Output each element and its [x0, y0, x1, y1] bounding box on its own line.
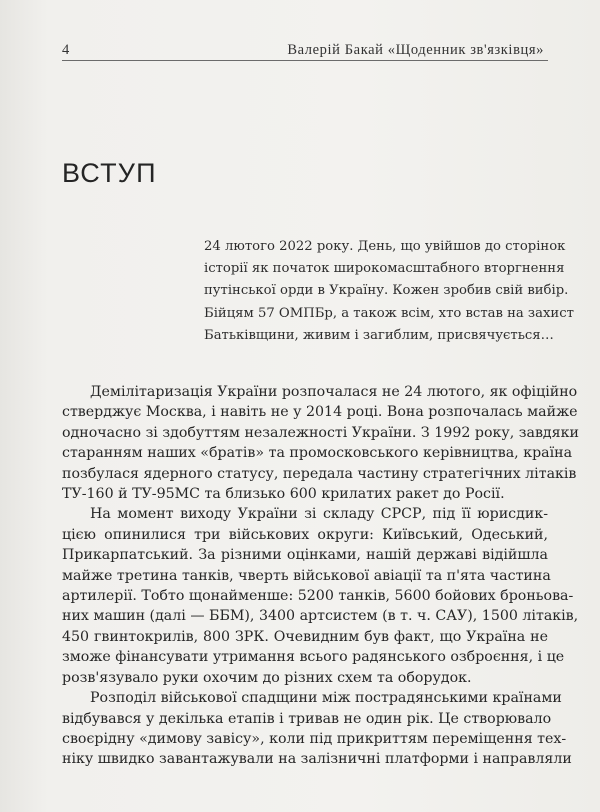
epigraph-line: Батьківщини, живим і загиблим, присвячується… — [204, 327, 554, 343]
paragraph — [62, 688, 572, 770]
epigraph-line: Бійцям 57 ОМПБр, а також всім, хто встав на захист — [204, 305, 574, 321]
epigraph — [204, 236, 574, 347]
text-line: відбувався у декілька етапів і тривав не один рік. Це створювало — [62, 710, 552, 727]
text-line: них машин (далі — ББМ), 3400 артсистем (в т. ч. САУ), 1500 літаків, — [62, 608, 579, 625]
epigraph-line: історії як початок широкомасштабного вторгнення — [204, 261, 565, 277]
text-line: артилерії. Тобто щонайменше: 5200 танків, 5600 бойових броньова- — [62, 588, 574, 605]
text-line: старанням наших «братів» та промосковського керівництва, країна — [62, 445, 573, 462]
body-text — [62, 382, 579, 770]
text-line: Розподіл військової спадщини між пострадянськими країнами — [90, 690, 562, 707]
text-line: майже третина танків, чверть військової авіації та п'ята частина — [62, 567, 551, 584]
text-line: На момент виходу України зі складу СРСР, під її юрисдик- — [90, 506, 548, 523]
running-head: Валерій Бакай «Щоденник зв'язківця» — [287, 42, 544, 58]
epigraph-line: путінської орди в Україну. Кожен зробив свій вибір. — [204, 283, 569, 299]
text-line: розв'язувало руки охочим до різних схем та оборудок. — [62, 669, 472, 686]
text-line: своєрідну «димову завісу», коли під прикриттям переміщення тех- — [62, 730, 567, 747]
page-number: 4 — [62, 42, 70, 58]
text-line: зможе фінансувати утримання всього радянського озброєння, і це — [62, 649, 565, 666]
page-header — [62, 40, 548, 61]
text-line: стверджує Москва, і навіть не у 2014 році. Вона розпочалась майже — [62, 404, 578, 421]
paragraph — [62, 382, 579, 504]
text-line: позбулася ядерного статусу, передала частину стратегічних літаків — [62, 465, 577, 482]
paragraph — [62, 504, 579, 688]
text-line: Демілітаризація України розпочалася не 24 лютого, як офіційно — [90, 384, 578, 400]
chapter-title: ВСТУП — [62, 158, 157, 188]
epigraph-line: 24 лютого 2022 року. День, що увійшов до сторінок — [204, 239, 566, 254]
text-line: Прикарпатський. За різними оцінками, нашій державі відійшла — [62, 547, 548, 564]
text-line: одночасно зі здобуттям незалежності України. З 1992 року, завдяки — [62, 424, 579, 441]
text-line: ніку швидко завантажували на залізничні платформи і направляли — [62, 751, 572, 768]
text-line: цією опинилися три військових округи: Київський, Одеський, — [62, 526, 548, 543]
text-line: 450 гвинтокрилів, 800 ЗРК. Очевидним був факт, що Україна не — [62, 628, 548, 645]
text-line: ТУ-160 й ТУ-95МС та близько 600 крилатих ракет до Росії. — [62, 486, 505, 503]
